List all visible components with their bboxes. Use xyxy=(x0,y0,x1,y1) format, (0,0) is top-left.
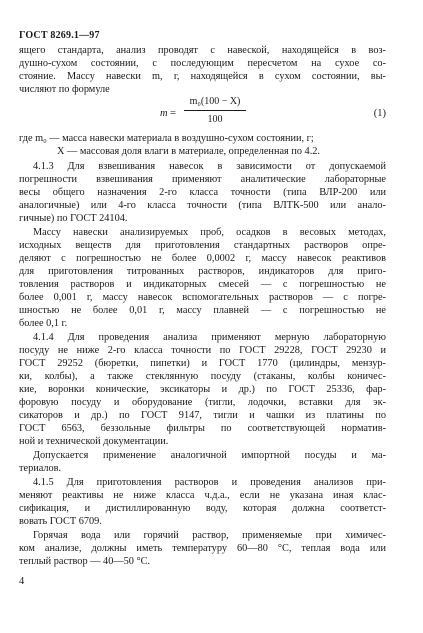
text-line: душно-сухом состоянии, с последующим пересчетом на сухое со- xyxy=(19,58,386,69)
page-number: 4 xyxy=(19,576,25,587)
text-line: ной и технической документации. xyxy=(19,436,169,447)
text-line: аналогичные) или 4-го класса точности (типа ВЛТК-500 или анало- xyxy=(19,200,386,211)
text-line: погрешности взвешивания применяют аналитические лабораторные xyxy=(19,174,386,185)
text-line: вовать ГОСТ 6709. xyxy=(19,516,102,527)
text-line: деляют с погрешностью не более 0,0002 г, массу навесок реактивов xyxy=(19,253,386,264)
text-line: сификация, и дистиллированную воду, которая должна соответст- xyxy=(19,503,386,514)
legend-line: где m₀ — масса навески материала в воздушно-сухом состоянии, г; xyxy=(19,133,314,144)
formula-denominator: 100 xyxy=(207,114,223,125)
text-line: теплый раствор — 40—50 °С. xyxy=(19,556,151,567)
text-line: кие, воронки конические, эксикаторы и др.) по ГОСТ 25336, фар- xyxy=(19,384,386,395)
formula-1 xyxy=(0,94,423,130)
text-line: более 0,1 г. xyxy=(19,318,68,329)
formula-number: (1) xyxy=(373,108,386,119)
text-line: шностью не более 0,01 г, массу плавней — с погрешностью не xyxy=(19,305,386,316)
text-line: ки, колбы), а также стеклянную посуду (стаканы, колбы коничес- xyxy=(19,371,386,382)
text-line: исходных веществ для приготовления стандартных растворов опре- xyxy=(19,240,386,251)
clause-4-1-5 xyxy=(19,476,386,528)
text-line: числяют по формуле xyxy=(19,84,110,95)
legend-line: X — массовая доля влаги в материале, определенная по 4.2. xyxy=(57,146,321,157)
formula-legend xyxy=(19,132,386,158)
formula-numerator: m₀(100 − X) xyxy=(189,96,241,107)
text-line: форовую посуду и оборудование (тигли, лодочки, вставки для эк- xyxy=(19,397,386,408)
formula-lhs: m xyxy=(160,108,168,119)
text-line: посуду не ниже 2-го класса точности по ГОСТ 29228, ГОСТ 29230 и xyxy=(19,345,386,356)
text-line: меняют реактивы не ниже класса ч.д.а., если не указана иная клас- xyxy=(19,490,386,501)
fraction-bar xyxy=(184,110,246,111)
clause-4-1-4 xyxy=(19,331,386,448)
formula-fraction xyxy=(182,94,248,127)
text-line: 4.1.4 Для проведения анализа применяют мерную лабораторную xyxy=(33,332,386,343)
intro-paragraph xyxy=(19,44,386,96)
text-line: 4.1.3 Для взвешивания навесок в зависимости от допускаемой xyxy=(33,161,386,172)
formula-equals: = xyxy=(170,108,176,119)
text-line: ком анализе, должны иметь температуру 60—80 °С, теплая вода или xyxy=(19,543,386,554)
text-line: более 0,001 г, массу навесок вспомогательных растворов — с погре- xyxy=(19,292,386,303)
text-line: товления растворов и индикаторных смесей — с погрешностью не xyxy=(19,279,386,290)
mass-paragraph xyxy=(19,226,386,330)
text-line: Допускается применение аналогичной импортной посуды и ма- xyxy=(33,450,386,461)
text-line: гичные) по ГОСТ 24104. xyxy=(19,213,128,224)
text-line: териалов. xyxy=(19,463,62,474)
water-paragraph xyxy=(19,529,386,568)
import-paragraph xyxy=(19,449,386,475)
text-line: для приготовления титрованных растворов, индикаторов для приго- xyxy=(19,266,386,277)
clause-4-1-3 xyxy=(19,160,386,225)
text-line: сикаторов и др.) по ГОСТ 9147, тигли и чашки из платины по xyxy=(19,410,386,421)
text-line: ГОСТ 29252 (бюретки, пипетки) и ГОСТ 1770 (цилиндры, мензур- xyxy=(19,358,386,369)
text-line: ящего стандарта, анализ проводят с навеской, находящейся в воз- xyxy=(19,45,386,56)
page-header: ГОСТ 8269.1—97 xyxy=(19,30,100,41)
text-line: ГОСТ 6563, беззольные фильтры по соответствующей норматив- xyxy=(19,423,386,434)
text-line: 4.1.5 Для приготовления растворов и проведения анализов при- xyxy=(33,477,386,488)
text-line: весы общего назначения 2-го класса точности (типа ВЛР-200 или xyxy=(19,187,386,198)
text-line: Горячая вода или горячий раствор, применяемые при химичес- xyxy=(33,530,386,541)
text-line: Массу навески анализируемых проб, осадков в весовых методах, xyxy=(33,227,386,238)
text-line: стояние. Массу навески m, г, находящейся в сухом состоянии, вы- xyxy=(19,71,386,82)
